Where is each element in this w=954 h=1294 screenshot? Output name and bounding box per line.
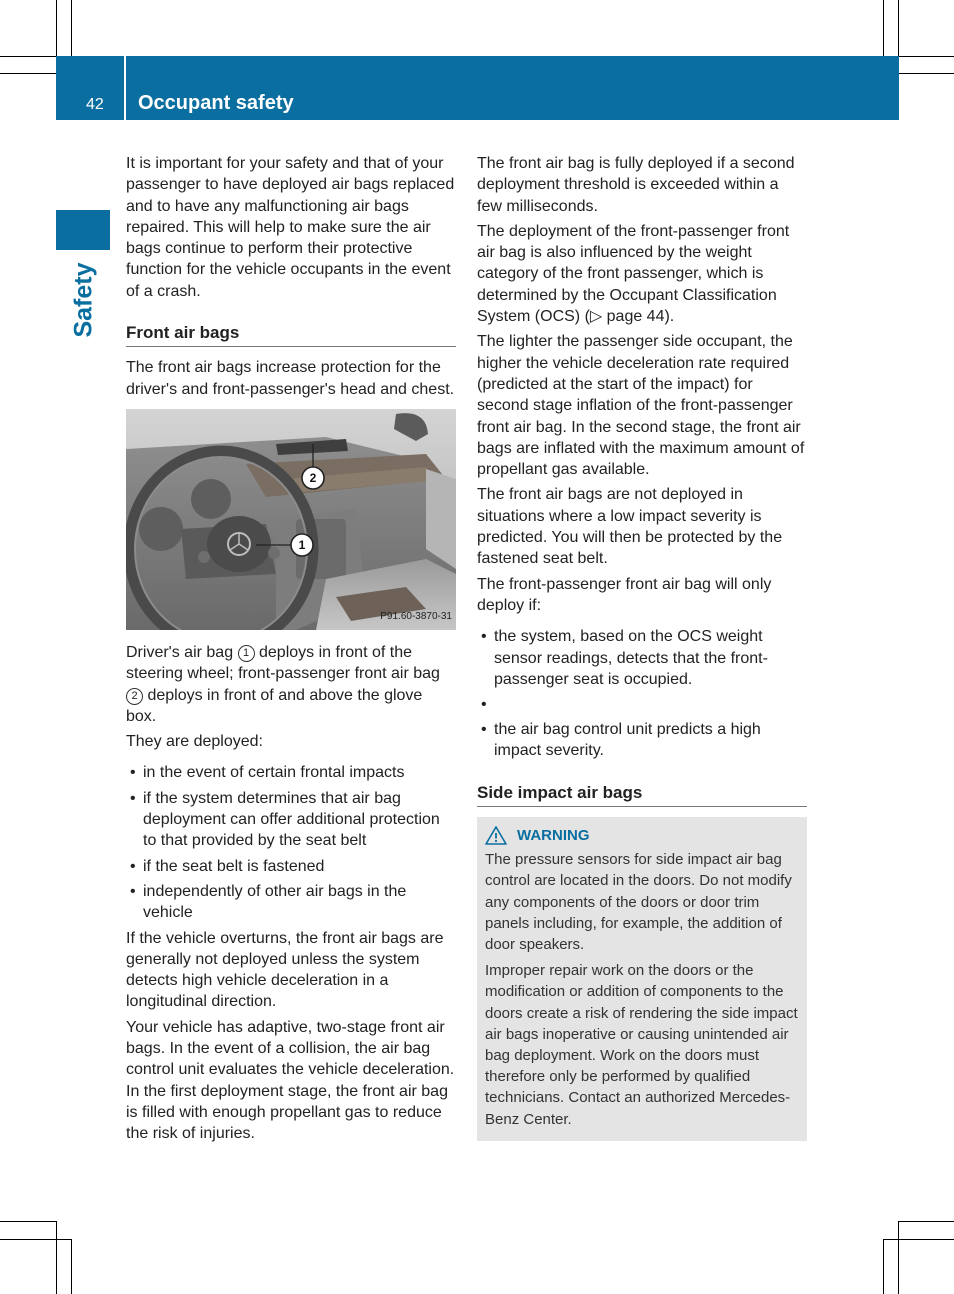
side-impact-heading: Side impact air bags [477,782,807,807]
deploy-if-intro: The front-passenger front air bag will only deploy if: [477,575,772,614]
crop-mark [898,0,899,56]
crop-mark [0,1239,71,1240]
front-air-bags-heading: Front air bags [126,322,456,347]
not-deployed-paragraph: The front air bags are not deployed in situations where a low impact severity is predicted. You will then be protected by the fastened seat belt. [477,486,783,568]
crop-mark [898,1221,899,1294]
list-item: • if the seat belt is fastened [126,856,456,877]
crop-mark [883,1239,954,1240]
crop-mark [71,0,72,56]
crop-mark [898,1221,954,1222]
callout-ref-2: 2 [126,688,143,705]
header-divider [124,56,126,120]
callout-2: 2 [309,470,317,485]
adaptive-paragraph: Your vehicle has adaptive, two-stage front air bags. In the event of a collision, the air bag control unit evaluates the vehicle deceleration. In the first deployment stage, the front air bag is filled with enough propellant gas to reduce the risk of injuries. [126,1018,455,1143]
crop-mark [0,56,56,57]
right-column [477,153,807,1141]
list-item: • the air bag control unit predicts a high impact severity. [477,719,807,762]
intro-paragraph: It is important for your safety and that of your passenger to have deployed air bags replaced and to have any malfunctioning air bags repaired. This will help to make sure the air bags continue to perform their protective function for the vehicle occupants in the event of a crash. [126,155,455,300]
caption-part-2: deploys in front of the steering wheel; front-passenger front air bag [126,643,440,683]
list-item: • if the system determines that air bag deployment can offer additional protection to that provided by the seat belt [126,788,456,852]
crop-mark [56,0,57,56]
front-intro-paragraph: The front air bags increase protection for the driver's and front-passenger's head and chest. [126,359,455,398]
warning-triangle-icon [485,826,507,845]
overturn-paragraph: If the vehicle overturns, the front air bags are generally not deployed unless the system detects high vehicle deceleration in a longitudinal direction. [126,929,444,1011]
caption-part-3: deploys in front of and above the glove box. [126,686,423,725]
warning-paragraph-2: Improper repair work on the doors or the modification or addition of components to the doors create a risk of rendering the side impact air bags inoperative or causing unintended air bag deployment. Work on the doors must therefore only be performed by qualified technicians. Contact an authorized Mercedes-Benz Center. [485,962,798,1128]
warning-title: WARNING [517,827,590,845]
caption-part-1: Driver's air bag [126,643,234,661]
list-item [477,694,807,715]
warning-paragraph-1: The pressure sensors for side impact air bag control are located in the doors. Do not modify any components of the doors or door trim panels including, for example, the addition of door speakers. [485,851,792,954]
side-tab-label: Safety [69,262,98,338]
crop-mark [883,0,884,56]
ocs-paragraph: The deployment of the front-passenger front air bag is also influenced by the weight category of the front passenger, which is determined by the Occupant Classification System (OCS) (▷ page 44). [477,222,790,326]
crop-mark [883,1239,884,1294]
dashboard-illustration [126,409,456,630]
list-item: • independently of other air bags in the vehicle [126,881,456,924]
warning-box [477,817,807,1141]
callout-ref-1: 1 [238,645,255,662]
crop-mark [71,1239,72,1294]
figure-caption [126,642,456,727]
section-title: Occupant safety [138,92,294,114]
lighter-occupant-paragraph: The lighter the passenger side occupant, the higher the vehicle deceleration rate required (predicted at the start of the impact) for second stage inflation of the front-passenger front air bag. In the second stage, the front air bags are inflated with the maximum amount of propellant gas available. [477,333,805,479]
warning-header [485,825,799,846]
full-deploy-paragraph: The front air bag is fully deployed if a second deployment threshold is exceeded within a few milliseconds. [477,155,795,215]
callout-1: 1 [298,537,306,552]
dashboard-figure [126,409,456,630]
deploy-conditions-list [477,620,807,761]
deployed-intro: They are deployed: [126,733,263,751]
crop-mark [898,56,954,57]
left-column [126,153,456,1149]
figure-code: P91.60-3870-31 [380,610,452,622]
page-number: 42 [86,96,104,113]
crop-mark [0,1221,56,1222]
list-item: • in the event of certain frontal impacts [126,762,456,783]
side-tab-marker [56,210,110,250]
deployed-list [126,756,456,923]
list-item: • the system, based on the OCS weight sensor readings, detects that the front-passenger seat is occupied. [477,626,807,690]
crop-mark [56,1221,57,1294]
